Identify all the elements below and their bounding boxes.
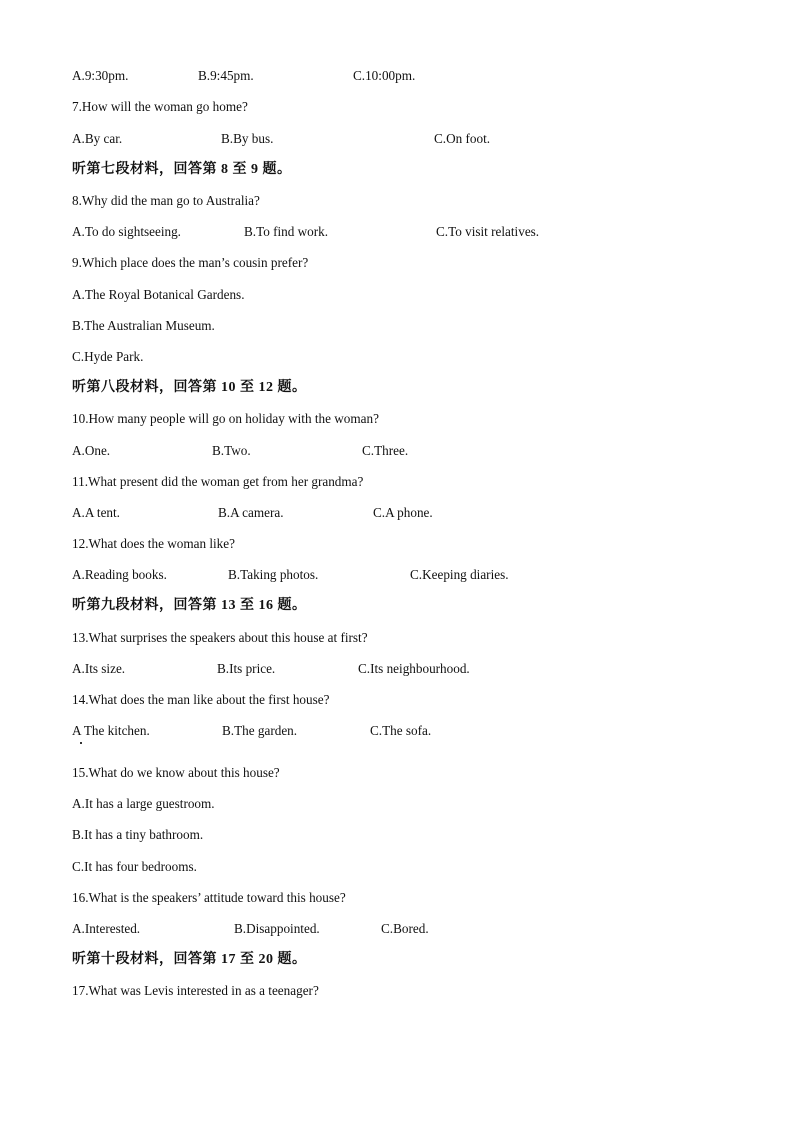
q16-option-a: A.Interested. [72, 921, 141, 936]
q13-option-a: A.Its size. [72, 661, 126, 676]
q16-question: 16.What is the speakers’ attitude toward this house? [72, 890, 346, 905]
q6-option-c: C.10:00pm. [353, 68, 416, 83]
q7-option-b: B.By bus. [221, 131, 274, 146]
section7-heading: 听第七段材料，回答第 8 至 9 题。 [72, 162, 292, 177]
q16-option-c: C.Bored. [381, 921, 429, 936]
q15-question: 15.What do we know about this house? [72, 765, 280, 780]
q14-question: 14.What does the man like about the first house? [72, 692, 330, 707]
q13-option-b: B.Its price. [217, 661, 276, 676]
q15-option-c: C.It has four bedrooms. [72, 859, 197, 874]
section8-heading: 听第八段材料，回答第 10 至 12 题。 [72, 380, 307, 395]
q12-question: 12.What does the woman like? [72, 536, 235, 551]
stray-mark [80, 742, 82, 744]
q9-question: 9.Which place does the man’s cousin prefer? [72, 255, 309, 270]
q14-option-a: A The kitchen. [72, 723, 150, 738]
q10-option-b: B.Two. [212, 443, 251, 458]
q6-option-b: B.9:45pm. [198, 68, 254, 83]
q9-option-c: C.Hyde Park. [72, 349, 144, 364]
q12-option-b: B.Taking photos. [228, 567, 319, 582]
section10-heading: 听第十段材料，回答第 17 至 20 题。 [72, 952, 307, 967]
q8-question: 8.Why did the man go to Australia? [72, 193, 260, 208]
q9-option-b: B.The Australian Museum. [72, 318, 215, 333]
q10-option-c: C.Three. [362, 443, 409, 458]
q8-option-a: A.To do sightseeing. [72, 224, 181, 239]
q10-question: 10.How many people will go on holiday with the woman? [72, 411, 379, 426]
q11-option-b: B.A camera. [218, 505, 284, 520]
q12-option-a: A.Reading books. [72, 567, 167, 582]
q16-option-b: B.Disappointed. [234, 921, 320, 936]
q12-option-c: C.Keeping diaries. [410, 567, 509, 582]
q13-option-c: C.Its neighbourhood. [358, 661, 470, 676]
q14-option-c: C.The sofa. [370, 723, 432, 738]
section9-heading: 听第九段材料，回答第 13 至 16 题。 [72, 598, 307, 613]
q13-question: 13.What surprises the speakers about this house at first? [72, 630, 368, 645]
q15-option-b: B.It has a tiny bathroom. [72, 827, 204, 842]
q11-option-a: A.A tent. [72, 505, 120, 520]
q15-option-a: A.It has a large guestroom. [72, 796, 215, 811]
q7-option-c: C.On foot. [434, 131, 491, 146]
q17-question: 17.What was Levis interested in as a teenager? [72, 983, 319, 998]
q8-option-b: B.To find work. [244, 224, 329, 239]
q11-option-c: C.A phone. [373, 505, 433, 520]
q10-option-a: A.One. [72, 443, 111, 458]
q9-option-a: A.The Royal Botanical Gardens. [72, 287, 245, 302]
q8-option-c: C.To visit relatives. [436, 224, 540, 239]
q14-option-b: B.The garden. [222, 723, 298, 738]
q6-option-a: A.9:30pm. [72, 68, 129, 83]
q7-option-a: A.By car. [72, 131, 123, 146]
q11-question: 11.What present did the woman get from her grandma? [72, 474, 364, 489]
q7-question: 7.How will the woman go home? [72, 99, 248, 114]
